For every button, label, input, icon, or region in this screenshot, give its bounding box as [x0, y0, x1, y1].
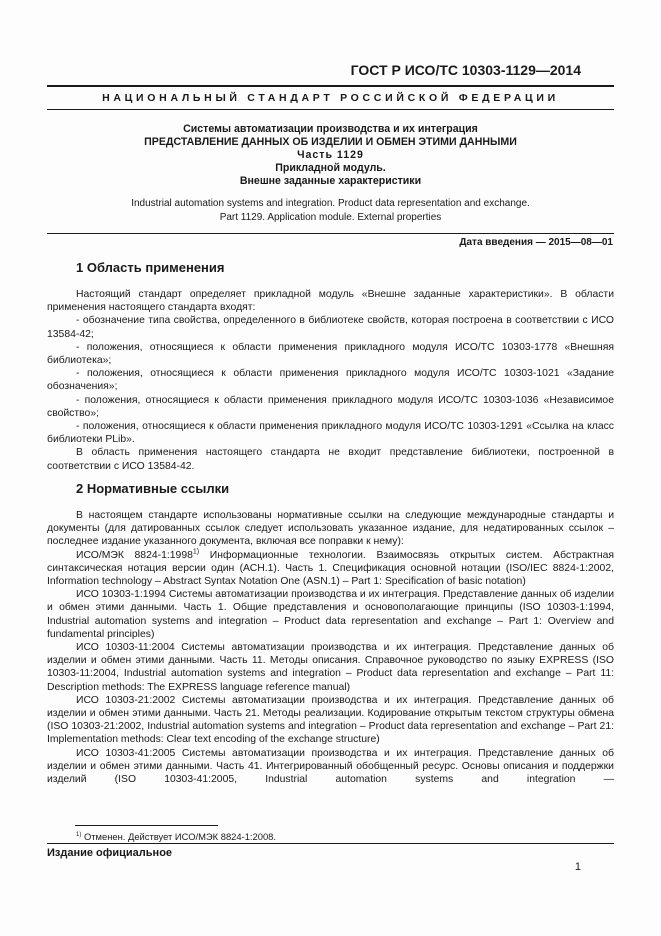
- s2-ref-4: ИСО 10303-21:2002 Системы автоматизации производства и их интеграция. Представление данных об изделии и обмен этими данными. Часть 21. Методы реализации. Кодирование открытым текстом структуры обмена (ISO 10303-21:2002, Industrial automation systems and integration – Product data representation and exchange – Part 21: Implementation methods: Clear text encoding of the exchange structure): [47, 694, 614, 746]
- s1-item-5: - положения, относящиеся к области применения прикладного модуля ИСО/ТС 10303-1291 «Ссылка на класс библиотеки PLib».: [47, 421, 614, 446]
- section-2-heading: 2 Нормативные ссылки: [76, 481, 230, 496]
- title-line-2: ПРЕДСТАВЛЕНИЕ ДАННЫХ ОБ ИЗДЕЛИИ И ОБМЕН ЭТИМИ ДАННЫМИ: [144, 136, 517, 148]
- title-en-line-2: Part 1129. Application module. External properties: [219, 211, 442, 223]
- title-block: [47, 123, 614, 188]
- introduction-date: Дата введения — 2015—08—01: [459, 237, 613, 248]
- page-number: 1: [574, 861, 581, 873]
- s2-ref-1: [47, 549, 614, 589]
- title-english: [47, 197, 614, 224]
- s2-ref-2: ИСО 10303-1:1994 Системы автоматизации производства и их интеграция. Представление данных об изделии и обмен этими данными. Часть 1. Общие представления и основополагающие принципы (ISO 10303-1:1994, Industrial automation systems and integration – Product data representation and exchange – Part 1: Overview and fundamental principles): [47, 589, 614, 640]
- national-standard-banner: НАЦИОНАЛЬНЫЙ СТАНДАРТ РОССИЙСКОЙ ФЕДЕРАЦИИ: [102, 92, 559, 104]
- footer-rule: [47, 843, 614, 844]
- s2-ref-3: ИСО 10303-11:2004 Системы автоматизации производства и их интеграция. Представление данных об изделии и обмен этими данными. Часть 11. Методы описания. Справочное руководство по языку EXPRESS (ISO 10303-11:2004, Industrial automation systems and integration – Product data representation and exchange – Part 11: Description methods: The EXPRESS language reference manual): [47, 642, 614, 693]
- s1-item-4: - положения, относящиеся к области применения прикладного модуля ИСО/ТС 10303-1036 «Независимое свойство»;: [47, 394, 614, 419]
- official-edition-label: Издание официальное: [47, 847, 173, 859]
- s2-ref-1-text: Информационные технологии. Взаимосвязь открытых систем. Абстрактная синтаксическая нотация версии один (АСН.1). Часть 1. Спецификация основной нотации (ISO/IEC 8824-1:2002, Information technology – Abstract Syntax Notation One (ASN.1) – Part 1: Specification of basic notation): [47, 549, 614, 588]
- s2-ref-1-code: ИСО/МЭК 8824-1:1998: [76, 549, 193, 561]
- section-1-body: [47, 288, 614, 473]
- s1-paragraph-last: В область применения настоящего стандарта не входит представление библиотеки, построенной в соответствии с ИСО 13584-42.: [47, 447, 614, 472]
- footnote-mark: 1): [76, 831, 82, 838]
- footnote-ref-mark: 1): [192, 548, 200, 556]
- title-line-3: Часть 1129: [297, 149, 364, 161]
- s1-item-1: - обозначение типа свойства, определенного в библиотеке свойств, которая построена в соответствии с ИСО 13584-42;: [47, 315, 614, 340]
- s1-paragraph-1: Настоящий стандарт определяет прикладной модуль «Внешне заданные характеристики». В области применения настоящего стандарта входят:: [47, 289, 614, 314]
- s1-item-2: - положения, относящиеся к области применения прикладного модуля ИСО/ТС 10303-1778 «Внешняя библиотека»;: [47, 341, 614, 367]
- document-code: ГОСТ Р ИСО/ТС 10303-1129—2014: [350, 62, 581, 78]
- date-rule: [47, 233, 614, 234]
- s1-item-3: - положения, относящиеся к области применения прикладного модуля ИСО/ТС 10303-1021 «Задание обозначения»;: [47, 368, 614, 393]
- s2-ref-5: ИСО 10303-41:2005 Системы автоматизации производства и их интеграция. Представление данных об изделии и обмен этими данными. Часть 41. Интегрированный обобщенный ресурс. Основы описания и поддержки изделий (ISO 10303-41:2005, Industrial automation systems and integration —: [47, 747, 614, 786]
- header-rule-bottom: [47, 109, 614, 110]
- section-2-body: [47, 509, 614, 786]
- footnote-separator: [75, 825, 218, 826]
- title-line-1: Системы автоматизации производства и их интеграция: [183, 123, 478, 135]
- footnote-text: Отменен. Действует ИСО/МЭК 8824-1:2008.: [83, 831, 276, 842]
- footnote: [76, 831, 276, 842]
- s2-intro: В настоящем стандарте использованы нормативные ссылки на следующие международные стандарты и документы (для датированных ссылок следует использовать указанное издание, для недатированных ссылок – последнее издание указанного документа, включая все поправки к нему):: [47, 510, 614, 548]
- title-line-4: Прикладной модуль.: [275, 162, 386, 174]
- title-line-5: Внешне заданные характеристики: [239, 175, 422, 187]
- section-1-heading: 1 Область применения: [76, 260, 225, 275]
- header-rule-top: [47, 85, 614, 87]
- title-en-line-1: Industrial automation systems and integration. Product data representation and exchange.: [131, 198, 530, 209]
